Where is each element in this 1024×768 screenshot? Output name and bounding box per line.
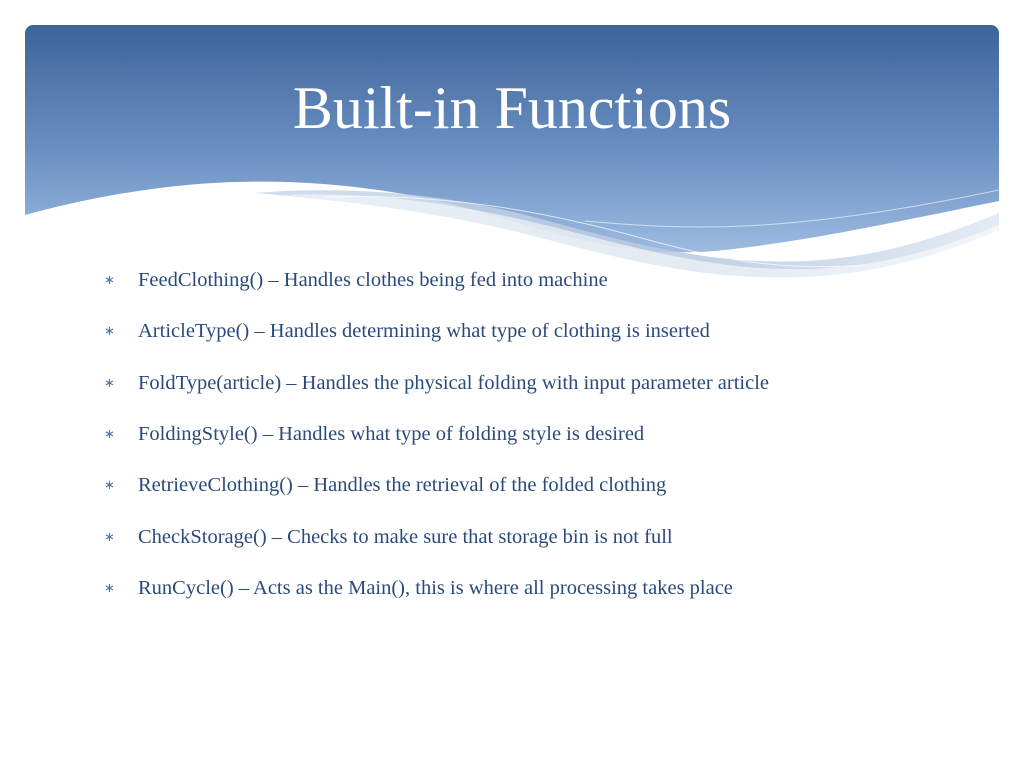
list-item — [104, 460, 964, 511]
bullet-text: FoldType(article) – Handles the physical folding with input parameter article — [138, 371, 770, 394]
slide-title: Built-in Functions — [292, 75, 732, 141]
list-item — [104, 358, 964, 409]
bullet-marker-icon: ∗ — [104, 427, 115, 443]
bullet-marker-icon: ∗ — [104, 375, 115, 391]
bullet-text: FeedClothing() – Handles clothes being fed into machine — [138, 269, 608, 292]
bullet-text: RunCycle() – Acts as the Main(), this is where all processing takes place — [138, 576, 733, 599]
header-wave-graphic — [25, 25, 999, 290]
bullet-marker-icon: ∗ — [104, 580, 115, 596]
bullet-list — [104, 255, 964, 614]
bullet-marker-icon: ∗ — [104, 478, 115, 494]
list-item — [104, 563, 964, 614]
bullet-marker-icon: ∗ — [104, 529, 115, 545]
header-band — [25, 25, 999, 290]
list-item — [104, 409, 964, 460]
list-item — [104, 306, 964, 357]
bullet-marker-icon: ∗ — [104, 324, 115, 340]
bullet-text: FoldingStyle() – Handles what type of folding style is desired — [138, 423, 645, 446]
bullet-marker-icon: ∗ — [104, 273, 115, 289]
list-item — [104, 255, 964, 306]
bullet-text: CheckStorage() – Checks to make sure that storage bin is not full — [138, 525, 673, 548]
bullet-text: RetrieveClothing() – Handles the retrieval of the folded clothing — [138, 474, 667, 497]
bullet-text: ArticleType() – Handles determining what type of clothing is inserted — [138, 320, 710, 343]
list-item — [104, 511, 964, 562]
